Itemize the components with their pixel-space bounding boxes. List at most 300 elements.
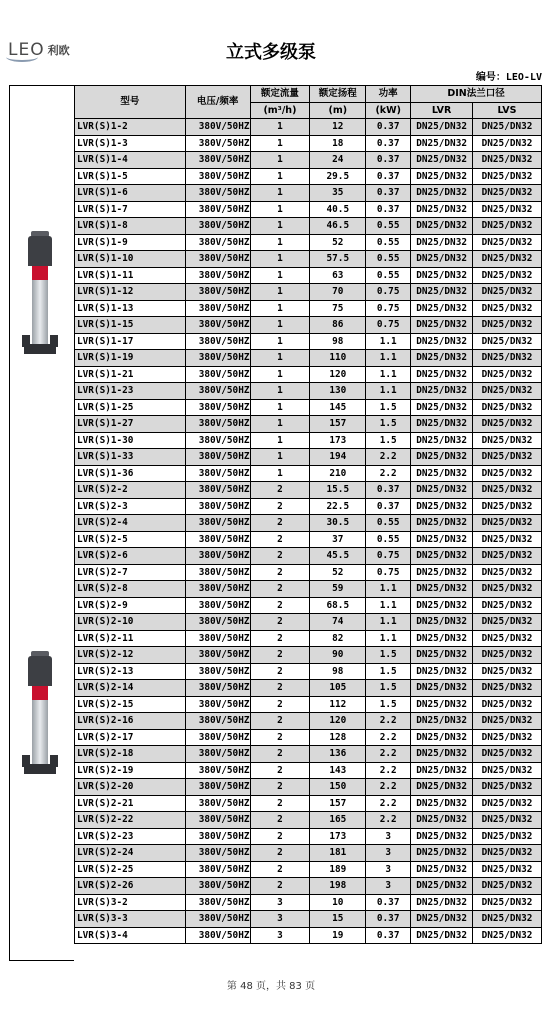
cell-lvr: DN25/DN32 [411, 515, 473, 532]
table-row [75, 399, 542, 416]
cell-voltage: 380V/50HZ [185, 795, 250, 812]
cell-flow: 1 [250, 218, 310, 235]
cell-model: LVR(S)2-15 [75, 696, 186, 713]
cell-lvr: DN25/DN32 [411, 465, 473, 482]
cell-flow: 1 [250, 383, 310, 400]
cell-voltage: 380V/50HZ [185, 185, 250, 202]
cell-flow: 2 [250, 515, 310, 532]
cell-power: 0.55 [366, 515, 411, 532]
cell-model: LVR(S)2-18 [75, 746, 186, 763]
cell-head: 10 [310, 894, 366, 911]
table-row [75, 911, 542, 928]
cell-model: LVR(S)1-9 [75, 234, 186, 251]
cell-voltage: 380V/50HZ [185, 251, 250, 268]
cell-lvs: DN25/DN32 [473, 399, 542, 416]
cell-flow: 2 [250, 498, 310, 515]
table-row [75, 531, 542, 548]
table-row [75, 927, 542, 944]
table-row [75, 333, 542, 350]
cell-model: LVR(S)2-3 [75, 498, 186, 515]
cell-lvs: DN25/DN32 [473, 729, 542, 746]
cell-lvs: DN25/DN32 [473, 713, 542, 730]
cell-lvr: DN25/DN32 [411, 300, 473, 317]
cell-lvs: DN25/DN32 [473, 597, 542, 614]
table-row [75, 201, 542, 218]
cell-lvs: DN25/DN32 [473, 614, 542, 631]
cell-flow: 1 [250, 317, 310, 334]
cell-lvr: DN25/DN32 [411, 548, 473, 565]
cell-voltage: 380V/50HZ [185, 267, 250, 284]
cell-model: LVR(S)2-7 [75, 564, 186, 581]
cell-flow: 1 [250, 251, 310, 268]
cell-voltage: 380V/50HZ [185, 498, 250, 515]
cell-head: 68.5 [310, 597, 366, 614]
cell-flow: 1 [250, 449, 310, 466]
document-number: 编号：LEO-LV [475, 72, 542, 83]
cell-lvr: DN25/DN32 [411, 911, 473, 928]
cell-flow: 2 [250, 548, 310, 565]
cell-model: LVR(S)2-4 [75, 515, 186, 532]
cell-model: LVR(S)1-3 [75, 135, 186, 152]
table-row [75, 581, 542, 598]
cell-power: 1.1 [366, 350, 411, 367]
cell-flow: 1 [250, 284, 310, 301]
cell-power: 0.55 [366, 218, 411, 235]
cell-voltage: 380V/50HZ [185, 812, 250, 829]
cell-lvs: DN25/DN32 [473, 465, 542, 482]
cell-lvs: DN25/DN32 [473, 498, 542, 515]
cell-voltage: 380V/50HZ [185, 828, 250, 845]
cell-voltage: 380V/50HZ [185, 234, 250, 251]
table-row [75, 482, 542, 499]
cell-head: 74 [310, 614, 366, 631]
cell-lvs: DN25/DN32 [473, 416, 542, 433]
cell-flow: 2 [250, 597, 310, 614]
cell-flow: 1 [250, 168, 310, 185]
cell-head: 120 [310, 713, 366, 730]
table-row [75, 795, 542, 812]
table-row [75, 878, 542, 895]
cell-lvr: DN25/DN32 [411, 894, 473, 911]
cell-voltage: 380V/50HZ [185, 548, 250, 565]
cell-lvs: DN25/DN32 [473, 168, 542, 185]
table-row [75, 185, 542, 202]
cell-voltage: 380V/50HZ [185, 366, 250, 383]
cell-model: LVR(S)2-5 [75, 531, 186, 548]
cell-voltage: 380V/50HZ [185, 135, 250, 152]
cell-head: 181 [310, 845, 366, 862]
cell-lvr: DN25/DN32 [411, 251, 473, 268]
cell-power: 2.2 [366, 779, 411, 796]
cell-voltage: 380V/50HZ [185, 729, 250, 746]
table-row [75, 713, 542, 730]
table-row [75, 218, 542, 235]
table-row [75, 614, 542, 631]
cell-head: 120 [310, 366, 366, 383]
cell-lvs: DN25/DN32 [473, 812, 542, 829]
cell-head: 165 [310, 812, 366, 829]
cell-voltage: 380V/50HZ [185, 449, 250, 466]
table-row [75, 762, 542, 779]
cell-power: 1.1 [366, 383, 411, 400]
cell-voltage: 380V/50HZ [185, 432, 250, 449]
cell-power: 0.37 [366, 135, 411, 152]
cell-power: 1.1 [366, 366, 411, 383]
header-head: 额定扬程 [310, 86, 366, 103]
cell-flow: 2 [250, 795, 310, 812]
cell-lvs: DN25/DN32 [473, 894, 542, 911]
cell-lvs: DN25/DN32 [473, 201, 542, 218]
cell-power: 0.37 [366, 185, 411, 202]
cell-head: 24 [310, 152, 366, 169]
cell-lvr: DN25/DN32 [411, 152, 473, 169]
cell-model: LVR(S)2-17 [75, 729, 186, 746]
cell-head: 157 [310, 795, 366, 812]
cell-lvr: DN25/DN32 [411, 597, 473, 614]
cell-head: 173 [310, 432, 366, 449]
cell-head: 143 [310, 762, 366, 779]
cell-lvr: DN25/DN32 [411, 399, 473, 416]
cell-head: 37 [310, 531, 366, 548]
cell-flow: 1 [250, 185, 310, 202]
cell-model: LVR(S)2-6 [75, 548, 186, 565]
cell-head: 198 [310, 878, 366, 895]
cell-voltage: 380V/50HZ [185, 696, 250, 713]
cell-flow: 2 [250, 861, 310, 878]
table-row [75, 746, 542, 763]
cell-lvr: DN25/DN32 [411, 317, 473, 334]
cell-model: LVR(S)2-9 [75, 597, 186, 614]
cell-flow: 1 [250, 152, 310, 169]
cell-power: 0.75 [366, 564, 411, 581]
table-row [75, 894, 542, 911]
cell-model: LVR(S)1-19 [75, 350, 186, 367]
cell-flow: 1 [250, 234, 310, 251]
header-model: 型号 [75, 86, 186, 119]
table-row [75, 465, 542, 482]
cell-lvr: DN25/DN32 [411, 482, 473, 499]
cell-head: 29.5 [310, 168, 366, 185]
cell-power: 1.1 [366, 630, 411, 647]
cell-model: LVR(S)3-4 [75, 927, 186, 944]
cell-lvr: DN25/DN32 [411, 795, 473, 812]
table-row [75, 548, 542, 565]
cell-model: LVR(S)2-24 [75, 845, 186, 862]
table-row [75, 812, 542, 829]
cell-power: 0.37 [366, 927, 411, 944]
cell-head: 90 [310, 647, 366, 664]
cell-lvs: DN25/DN32 [473, 119, 542, 136]
cell-model: LVR(S)2-14 [75, 680, 186, 697]
cell-model: LVR(S)1-30 [75, 432, 186, 449]
table-row [75, 498, 542, 515]
cell-voltage: 380V/50HZ [185, 597, 250, 614]
cell-power: 1.5 [366, 680, 411, 697]
cell-lvr: DN25/DN32 [411, 696, 473, 713]
cell-power: 1.5 [366, 647, 411, 664]
header-lvr: LVR [411, 102, 473, 119]
cell-head: 52 [310, 564, 366, 581]
cell-lvr: DN25/DN32 [411, 828, 473, 845]
pump-image-icon [22, 231, 58, 361]
table-row [75, 828, 542, 845]
pump-image-icon [22, 651, 58, 781]
cell-head: 130 [310, 383, 366, 400]
cell-model: LVR(S)1-27 [75, 416, 186, 433]
pump-spec-table [74, 85, 542, 944]
cell-head: 18 [310, 135, 366, 152]
cell-lvr: DN25/DN32 [411, 812, 473, 829]
cell-flow: 2 [250, 713, 310, 730]
cell-voltage: 380V/50HZ [185, 762, 250, 779]
cell-power: 0.55 [366, 531, 411, 548]
cell-lvr: DN25/DN32 [411, 234, 473, 251]
cell-voltage: 380V/50HZ [185, 680, 250, 697]
cell-lvs: DN25/DN32 [473, 432, 542, 449]
cell-head: 59 [310, 581, 366, 598]
cell-lvr: DN25/DN32 [411, 845, 473, 862]
cell-head: 86 [310, 317, 366, 334]
cell-model: LVR(S)2-12 [75, 647, 186, 664]
cell-lvr: DN25/DN32 [411, 647, 473, 664]
cell-flow: 2 [250, 564, 310, 581]
cell-model: LVR(S)1-6 [75, 185, 186, 202]
cell-power: 2.2 [366, 762, 411, 779]
cell-voltage: 380V/50HZ [185, 630, 250, 647]
table-row [75, 597, 542, 614]
cell-lvr: DN25/DN32 [411, 614, 473, 631]
page-footer: 第 48 页，共 83 页 [226, 981, 316, 992]
cell-model: LVR(S)1-5 [75, 168, 186, 185]
cell-lvs: DN25/DN32 [473, 795, 542, 812]
cell-lvs: DN25/DN32 [473, 135, 542, 152]
cell-lvs: DN25/DN32 [473, 531, 542, 548]
cell-lvr: DN25/DN32 [411, 927, 473, 944]
cell-voltage: 380V/50HZ [185, 894, 250, 911]
cell-lvr: DN25/DN32 [411, 135, 473, 152]
cell-lvr: DN25/DN32 [411, 333, 473, 350]
cell-head: 210 [310, 465, 366, 482]
cell-lvs: DN25/DN32 [473, 350, 542, 367]
cell-head: 12 [310, 119, 366, 136]
table-row [75, 663, 542, 680]
cell-power: 2.2 [366, 465, 411, 482]
cell-voltage: 380V/50HZ [185, 119, 250, 136]
cell-flow: 1 [250, 119, 310, 136]
cell-model: LVR(S)1-7 [75, 201, 186, 218]
header-power-unit: (kW) [366, 102, 411, 119]
product-image-panel [9, 85, 74, 961]
cell-lvr: DN25/DN32 [411, 663, 473, 680]
header-power: 功率 [366, 86, 411, 103]
cell-lvr: DN25/DN32 [411, 383, 473, 400]
cell-power: 0.75 [366, 548, 411, 565]
cell-lvs: DN25/DN32 [473, 762, 542, 779]
cell-lvs: DN25/DN32 [473, 482, 542, 499]
cell-flow: 2 [250, 531, 310, 548]
cell-lvr: DN25/DN32 [411, 680, 473, 697]
table-row [75, 251, 542, 268]
cell-flow: 2 [250, 729, 310, 746]
cell-flow: 1 [250, 267, 310, 284]
cell-lvs: DN25/DN32 [473, 234, 542, 251]
cell-power: 3 [366, 845, 411, 862]
cell-model: LVR(S)2-20 [75, 779, 186, 796]
cell-flow: 2 [250, 614, 310, 631]
cell-head: 128 [310, 729, 366, 746]
cell-model: LVR(S)2-19 [75, 762, 186, 779]
cell-head: 157 [310, 416, 366, 433]
cell-lvs: DN25/DN32 [473, 284, 542, 301]
cell-model: LVR(S)1-12 [75, 284, 186, 301]
cell-voltage: 380V/50HZ [185, 152, 250, 169]
cell-lvr: DN25/DN32 [411, 267, 473, 284]
cell-model: LVR(S)1-33 [75, 449, 186, 466]
cell-power: 1.1 [366, 614, 411, 631]
cell-lvs: DN25/DN32 [473, 647, 542, 664]
cell-voltage: 380V/50HZ [185, 746, 250, 763]
cell-model: LVR(S)2-22 [75, 812, 186, 829]
cell-model: LVR(S)2-13 [75, 663, 186, 680]
header-lvs: LVS [473, 102, 542, 119]
cell-voltage: 380V/50HZ [185, 911, 250, 928]
cell-voltage: 380V/50HZ [185, 333, 250, 350]
cell-lvr: DN25/DN32 [411, 350, 473, 367]
table-row [75, 366, 542, 383]
cell-lvs: DN25/DN32 [473, 630, 542, 647]
cell-lvr: DN25/DN32 [411, 119, 473, 136]
cell-power: 2.2 [366, 746, 411, 763]
cell-model: LVR(S)1-11 [75, 267, 186, 284]
cell-lvs: DN25/DN32 [473, 366, 542, 383]
table-row [75, 284, 542, 301]
cell-lvr: DN25/DN32 [411, 432, 473, 449]
cell-lvs: DN25/DN32 [473, 878, 542, 895]
cell-model: LVR(S)2-21 [75, 795, 186, 812]
cell-model: LVR(S)1-13 [75, 300, 186, 317]
table-row [75, 696, 542, 713]
cell-head: 40.5 [310, 201, 366, 218]
cell-voltage: 380V/50HZ [185, 531, 250, 548]
table-row [75, 300, 542, 317]
cell-power: 3 [366, 861, 411, 878]
cell-head: 35 [310, 185, 366, 202]
cell-head: 82 [310, 630, 366, 647]
cell-voltage: 380V/50HZ [185, 284, 250, 301]
cell-power: 0.37 [366, 482, 411, 499]
cell-model: LVR(S)1-8 [75, 218, 186, 235]
cell-head: 150 [310, 779, 366, 796]
cell-power: 0.75 [366, 284, 411, 301]
cell-model: LVR(S)1-4 [75, 152, 186, 169]
cell-lvs: DN25/DN32 [473, 548, 542, 565]
cell-head: 173 [310, 828, 366, 845]
cell-lvs: DN25/DN32 [473, 581, 542, 598]
cell-head: 63 [310, 267, 366, 284]
cell-power: 0.37 [366, 498, 411, 515]
cell-power: 1.5 [366, 399, 411, 416]
cell-power: 2.2 [366, 729, 411, 746]
cell-flow: 1 [250, 432, 310, 449]
cell-lvs: DN25/DN32 [473, 333, 542, 350]
cell-lvs: DN25/DN32 [473, 251, 542, 268]
cell-power: 1.5 [366, 416, 411, 433]
cell-power: 0.37 [366, 168, 411, 185]
cell-lvr: DN25/DN32 [411, 729, 473, 746]
cell-lvr: DN25/DN32 [411, 498, 473, 515]
cell-lvs: DN25/DN32 [473, 861, 542, 878]
cell-flow: 2 [250, 696, 310, 713]
table-row [75, 350, 542, 367]
cell-flow: 1 [250, 350, 310, 367]
cell-lvs: DN25/DN32 [473, 317, 542, 334]
cell-power: 0.55 [366, 267, 411, 284]
cell-flow: 1 [250, 333, 310, 350]
cell-power: 1.1 [366, 333, 411, 350]
table-row [75, 234, 542, 251]
cell-voltage: 380V/50HZ [185, 350, 250, 367]
cell-lvr: DN25/DN32 [411, 531, 473, 548]
cell-flow: 2 [250, 828, 310, 845]
cell-model: LVR(S)1-23 [75, 383, 186, 400]
cell-head: 22.5 [310, 498, 366, 515]
cell-voltage: 380V/50HZ [185, 218, 250, 235]
cell-lvr: DN25/DN32 [411, 762, 473, 779]
cell-voltage: 380V/50HZ [185, 614, 250, 631]
cell-voltage: 380V/50HZ [185, 482, 250, 499]
cell-lvr: DN25/DN32 [411, 878, 473, 895]
table-row [75, 432, 542, 449]
table-row [75, 779, 542, 796]
cell-voltage: 380V/50HZ [185, 647, 250, 664]
cell-model: LVR(S)3-2 [75, 894, 186, 911]
cell-model: LVR(S)2-23 [75, 828, 186, 845]
cell-lvr: DN25/DN32 [411, 564, 473, 581]
cell-power: 0.37 [366, 201, 411, 218]
cell-flow: 1 [250, 300, 310, 317]
table-row [75, 680, 542, 697]
cell-lvs: DN25/DN32 [473, 696, 542, 713]
cell-flow: 3 [250, 894, 310, 911]
table-row [75, 317, 542, 334]
cell-model: LVR(S)2-10 [75, 614, 186, 631]
cell-head: 136 [310, 746, 366, 763]
cell-power: 0.37 [366, 894, 411, 911]
cell-head: 98 [310, 333, 366, 350]
cell-lvs: DN25/DN32 [473, 185, 542, 202]
cell-model: LVR(S)1-2 [75, 119, 186, 136]
cell-lvr: DN25/DN32 [411, 630, 473, 647]
cell-lvr: DN25/DN32 [411, 201, 473, 218]
cell-lvs: DN25/DN32 [473, 383, 542, 400]
table-row [75, 515, 542, 532]
cell-power: 0.75 [366, 317, 411, 334]
table-row [75, 449, 542, 466]
cell-head: 15.5 [310, 482, 366, 499]
cell-lvr: DN25/DN32 [411, 366, 473, 383]
cell-flow: 1 [250, 366, 310, 383]
cell-flow: 2 [250, 779, 310, 796]
cell-voltage: 380V/50HZ [185, 845, 250, 862]
cell-lvr: DN25/DN32 [411, 168, 473, 185]
cell-flow: 3 [250, 927, 310, 944]
cell-voltage: 380V/50HZ [185, 878, 250, 895]
cell-lvs: DN25/DN32 [473, 746, 542, 763]
cell-flow: 1 [250, 416, 310, 433]
cell-flow: 2 [250, 647, 310, 664]
cell-flow: 2 [250, 762, 310, 779]
table-row [75, 647, 542, 664]
